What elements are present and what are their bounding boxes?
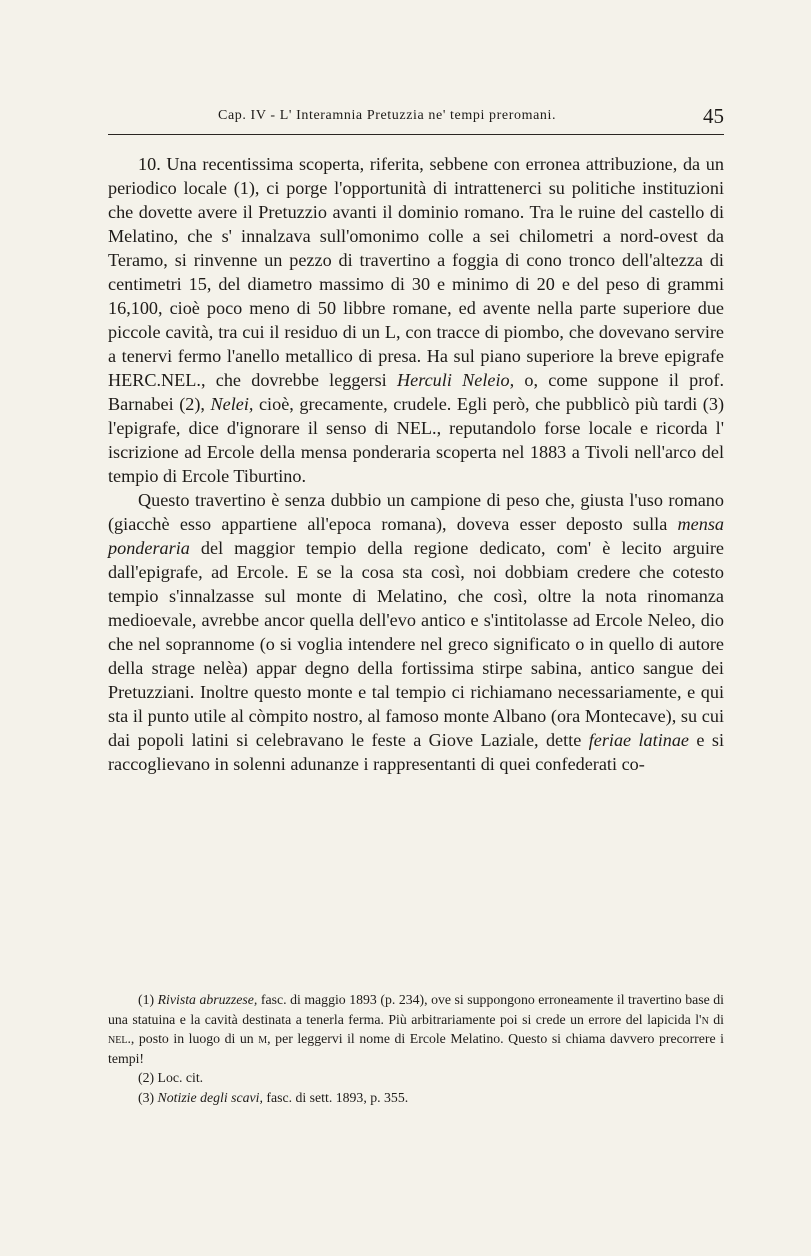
text-run: cioè, grecamente, crudele. Egli però, che pubblicò più tardi (3) l'epigrafe, dice d'ignorare il senso di NEL., reputandolo forse locale e ricorda l' iscrizione ad Ercole della mensa ponderaria scoperta nel 1883 a Tivoli nell'arco del tempio di Ercole Tiburtino. [108,394,724,486]
running-head [108,104,724,130]
text-run: (1) [138,992,158,1007]
italic-run: Herculi Neleio, [396,370,515,390]
text-run: ., posto in luogo di un [127,1031,259,1046]
text-run: (3) [138,1089,158,1105]
text-run: del maggior tempio della regione dedicato, com' è lecito arguire dall'epigrafe, ad Ercole. E se la cosa sta così, noi dobbiam credere che cotesto tempio s'innalzasse sul monte di Melatino, che così, oltre la nota rinomanza medioevale, avrebbe ancor quella dell'evo antico e s'intitolasse ad Ercole Neleo, dio che nel soprannome (o si voglia intendere nel greco significato o in quello di autore della strage nelèa) appar degno della fortissima stirpe sabina, antico sangue dei Pretuzziani. Inoltre questo monte e tal tempio ci richiamano necessariamente, e qui sta il punto utile al còmpito nostro, al famoso monte Albano (ora Montecave), su cui dai popoli latini si celebravano le feste a Giove Laziale, dette [108,538,724,750]
paragraph-2 [108,488,724,776]
page-number: 45 [703,104,724,128]
header-rule [108,134,724,135]
text-run: fasc. di maggio 1893 (p. 234), ove si suppongono erroneamente il travertino base di una statuina e la cavità destinata a tenerla ferma. Più arbitrariamente poi si crede un errore del lapicida l' [108,992,724,1027]
small-caps-run: n [701,1011,709,1027]
text-run: o, come suppone il prof. Barnabei (2), [108,370,724,414]
paragraph-1 [108,152,724,488]
text-run: , per leggervi il nome di Ercole Melatino. Questo si chiama davvero precorrere i tempi! [108,1031,725,1066]
italic-run: feriae latinae [588,730,690,750]
italic-run: Notizie degli scavi, [157,1089,263,1105]
footnote-1 [108,990,724,1068]
italic-run: mensa ponderaria [108,514,724,558]
text-run: fasc. di sett. 1893, p. 355. [262,1089,409,1105]
small-caps-run: m [258,1031,268,1046]
footnotes [108,990,724,1107]
italic-run: Rivista abruzzese, [157,992,258,1007]
running-title: Cap. IV - L' Interamnia Pretuzzia ne' tempi preromani. [218,108,557,123]
body-text [108,152,724,776]
text-run: di [708,1011,724,1027]
text-run: e si raccoglievano in solenni adunanze i rappresentanti di quei confederati co- [108,730,724,774]
footnote-2: (2) Loc. cit. [138,1070,204,1085]
small-caps-run: nel [108,1031,128,1046]
footnote-3 [108,1088,724,1108]
italic-run: Nelei, [210,394,254,414]
text-run: 10. Una recentissima scoperta, riferita, sebbene con erronea attribuzione, da un periodico locale (1), ci porge l'opportunità di intrattenerci su politiche instituzioni che dovette avere il Pretuzzio avanti il dominio romano. Tra le ruine del castello di Melatino, che s' innalzava sull'omonimo colle a sei chilometri a nord-ovest da Teramo, si rinvenne un pezzo di travertino a foggia di cono tronco dell'altezza di centimetri 15, del diametro massimo di 30 e minimo di 20 e del peso di grammi 16,100, cioè poco meno di 50 libbre romane, ed avente nella parte superiore due piccole cavità, tra cui il residuo di un L, con tracce di piombo, che dovevano servire a tenervi fermo l'anello metallico di presa. Ha sul piano superiore la breve epigrafe HERC.NEL., che dovrebbe leggersi [108,154,724,390]
text-run: Questo travertino è senza dubbio un campione di peso che, giusta l'uso romano (giacchè esso appartiene all'epoca romana), doveva esser deposto sulla [108,490,724,534]
